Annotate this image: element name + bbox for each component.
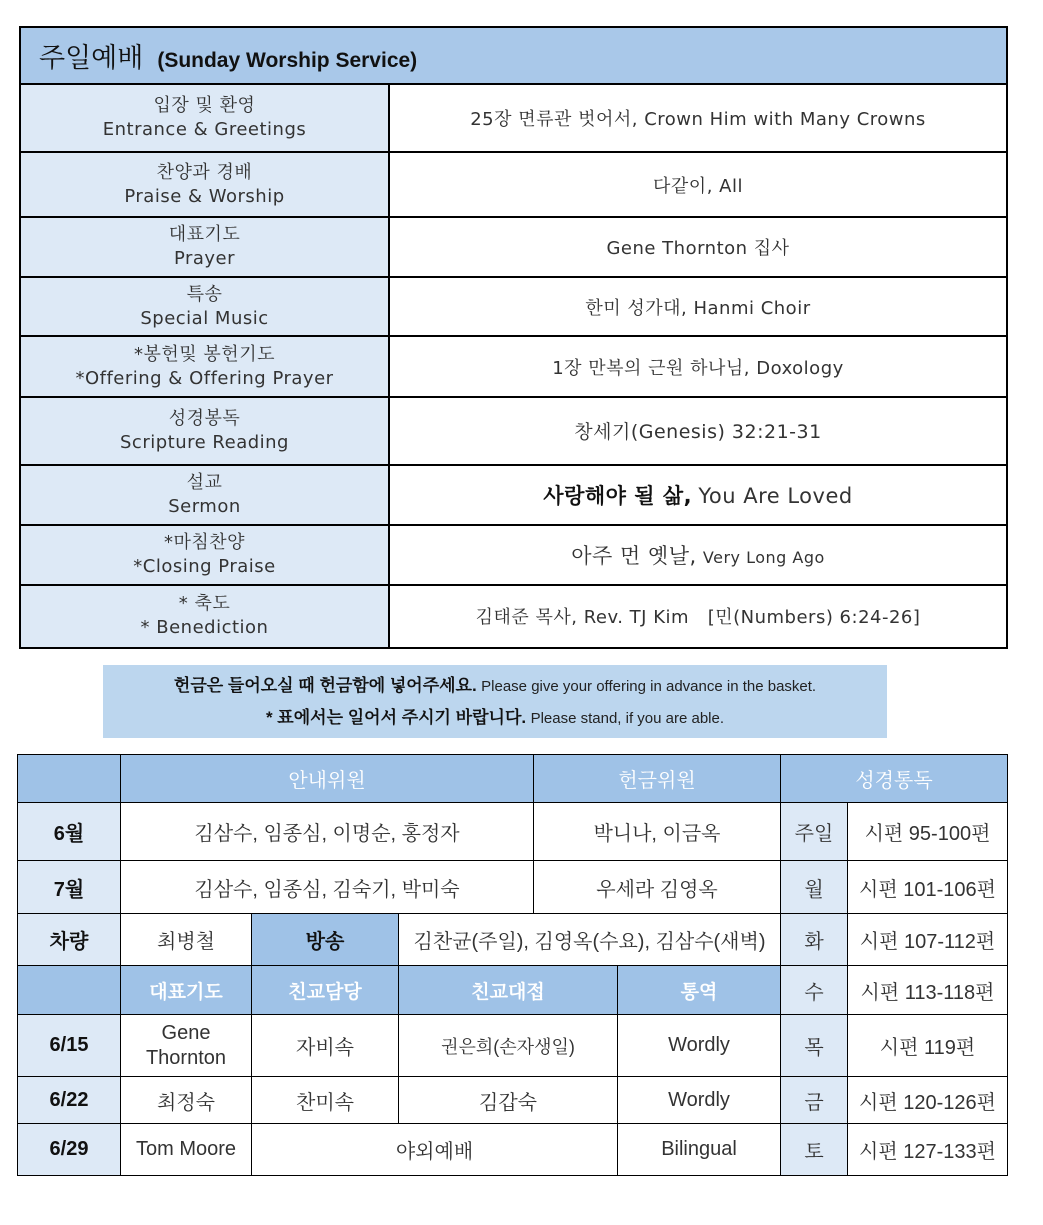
- service-value: 25장 면류관 벗어서, Crown Him with Many Crowns: [389, 84, 1007, 152]
- hosting-header: 친교대접: [399, 966, 618, 1015]
- notice-ko: 헌금은 들어오실 때 헌금함에 넣어주세요.: [173, 676, 477, 695]
- label-ko: 특송: [186, 283, 223, 305]
- outdoor-service-cell: 야외예배: [252, 1124, 618, 1176]
- sermon-title-ko: 사랑해야 될 삶,: [543, 483, 693, 508]
- table-row: [18, 861, 1008, 914]
- sermon-title-en: You Are Loved: [698, 483, 853, 508]
- service-value: [389, 465, 1007, 525]
- notice-line: [103, 670, 887, 702]
- sub-header-row: [18, 966, 1008, 1015]
- prayer-cell: 최정숙: [121, 1077, 252, 1124]
- service-row: [20, 84, 1007, 152]
- notice-en: Please stand, if you are able.: [530, 710, 725, 727]
- ushers-header: 안내위원: [121, 755, 534, 803]
- closing-song-en: Very Long Ago: [702, 547, 825, 567]
- prayer-cell: [121, 1015, 252, 1077]
- date-cell: 6/22: [18, 1077, 121, 1124]
- prayer-header: 대표기도: [121, 966, 252, 1015]
- label-ko: 입장 및 환영: [153, 95, 256, 117]
- ushers-cell: 김삼수, 임종심, 이명순, 홍정자: [121, 803, 534, 861]
- corner-cell: [18, 966, 121, 1015]
- volunteer-schedule-table: [17, 754, 1008, 1176]
- service-row: [20, 217, 1007, 277]
- table-row: [18, 1015, 1008, 1077]
- hosting-cell: 김갑숙: [399, 1077, 618, 1124]
- service-value: 다같이, All: [389, 152, 1007, 217]
- interpret-cell: Wordly: [618, 1015, 781, 1077]
- service-label: [20, 84, 389, 152]
- table-row: [18, 1124, 1008, 1176]
- service-value: 1장 만복의 근원 하나님, Doxology: [389, 336, 1007, 396]
- hosting-cell: 권은희(손자생일): [399, 1015, 618, 1077]
- day-cell: 목: [781, 1015, 848, 1077]
- reading-header: 성경통독: [781, 755, 1008, 803]
- closing-song-ko: 아주 먼 옛날,: [571, 543, 697, 568]
- date-cell: 6/15: [18, 1015, 121, 1077]
- interpret-header: 통역: [618, 966, 781, 1015]
- service-label: [20, 277, 389, 336]
- service-label: [20, 465, 389, 525]
- service-row: [20, 525, 1007, 585]
- service-label: [20, 336, 389, 396]
- table-row: [18, 1077, 1008, 1124]
- label-en: Praise & Worship: [124, 185, 285, 207]
- service-value: [389, 525, 1007, 585]
- service-row: [20, 465, 1007, 525]
- psalm-cell: 시편 120-126편: [848, 1077, 1008, 1124]
- month-cell: 6월: [18, 803, 121, 861]
- label-en: Entrance & Greetings: [102, 119, 307, 141]
- prayer-cell: Tom Moore: [121, 1124, 252, 1176]
- psalm-cell: 시편 119편: [848, 1015, 1008, 1077]
- label-en: *Closing Praise: [133, 555, 276, 577]
- service-title: [20, 27, 1007, 84]
- month-cell: 7월: [18, 861, 121, 914]
- service-value: 창세기(Genesis) 32:21-31: [389, 397, 1007, 465]
- label-en: *Offering & Offering Prayer: [75, 367, 334, 389]
- label-ko: 대표기도: [168, 224, 241, 246]
- label-en: Special Music: [140, 307, 269, 329]
- prayer-last: Thornton: [145, 1046, 227, 1069]
- label-en: Sermon: [168, 495, 241, 517]
- service-title-en: (Sunday Worship Service): [157, 49, 418, 73]
- service-value: 김태준 목사, Rev. TJ Kim [민(Numbers) 6:24-26]: [389, 585, 1007, 648]
- offering-header: 헌금위원: [534, 755, 781, 803]
- day-cell: 주일: [781, 803, 848, 861]
- label-ko: *마침찬양: [163, 531, 246, 553]
- table-row: [18, 914, 1008, 966]
- notice-line: [103, 702, 887, 734]
- broadcast-label: 방송: [252, 914, 399, 966]
- offering-cell: 우세라 김영옥: [534, 861, 781, 914]
- service-label: [20, 585, 389, 648]
- notice-en: Please give your offering in advance in the basket.: [481, 678, 817, 695]
- offering-notice: [103, 665, 887, 738]
- psalm-cell: 시편 113-118편: [848, 966, 1008, 1015]
- ushers-cell: 김삼수, 임종심, 김숙기, 박미숙: [121, 861, 534, 914]
- label-en: * Benediction: [140, 617, 269, 639]
- service-label: [20, 397, 389, 465]
- fellowship-header: 친교담당: [252, 966, 399, 1015]
- psalm-cell: 시편 101-106편: [848, 861, 1008, 914]
- service-row: [20, 277, 1007, 336]
- notice-ko: * 표에서는 일어서 주시기 바랍니다.: [265, 708, 527, 727]
- fellowship-cell: 자비속: [252, 1015, 399, 1077]
- service-row: [20, 585, 1007, 648]
- label-en: Scripture Reading: [120, 431, 289, 453]
- corner-cell: [18, 755, 121, 803]
- offering-cell: 박니나, 이금옥: [534, 803, 781, 861]
- service-row: [20, 152, 1007, 217]
- day-cell: 토: [781, 1124, 848, 1176]
- date-cell: 6/29: [18, 1124, 121, 1176]
- label-ko: * 축도: [178, 593, 231, 615]
- service-row: [20, 397, 1007, 465]
- service-value: 한미 성가대, Hanmi Choir: [389, 277, 1007, 336]
- service-label: [20, 525, 389, 585]
- service-label: [20, 217, 389, 277]
- label-ko: 성경봉독: [168, 407, 241, 429]
- vehicle-name: 최병철: [121, 914, 252, 966]
- interpret-cell: Wordly: [618, 1077, 781, 1124]
- service-label: [20, 152, 389, 217]
- broadcast-cell: 김찬균(주일), 김영옥(수요), 김삼수(새벽): [399, 914, 781, 966]
- interpret-cell: Bilingual: [618, 1124, 781, 1176]
- service-value: Gene Thornton 집사: [389, 217, 1007, 277]
- table-row: [18, 803, 1008, 861]
- day-cell: 수: [781, 966, 848, 1015]
- psalm-cell: 시편 107-112편: [848, 914, 1008, 966]
- label-en: Prayer: [173, 248, 236, 270]
- psalm-cell: 시편 127-133편: [848, 1124, 1008, 1176]
- prayer-first: Gene: [161, 1021, 211, 1044]
- service-title-ko: 주일예배: [39, 43, 144, 75]
- service-title-row: [20, 27, 1007, 84]
- fellowship-cell: 찬미속: [252, 1077, 399, 1124]
- worship-order-table: [19, 26, 1008, 649]
- label-ko: *봉헌및 봉헌기도: [134, 343, 275, 365]
- label-ko: 찬양과 경배: [156, 161, 253, 183]
- service-row: [20, 336, 1007, 396]
- day-cell: 월: [781, 861, 848, 914]
- schedule-header-row: [18, 755, 1008, 803]
- label-ko: 설교: [186, 471, 223, 493]
- day-cell: 화: [781, 914, 848, 966]
- day-cell: 금: [781, 1077, 848, 1124]
- vehicle-label: 차량: [18, 914, 121, 966]
- psalm-cell: 시편 95-100편: [848, 803, 1008, 861]
